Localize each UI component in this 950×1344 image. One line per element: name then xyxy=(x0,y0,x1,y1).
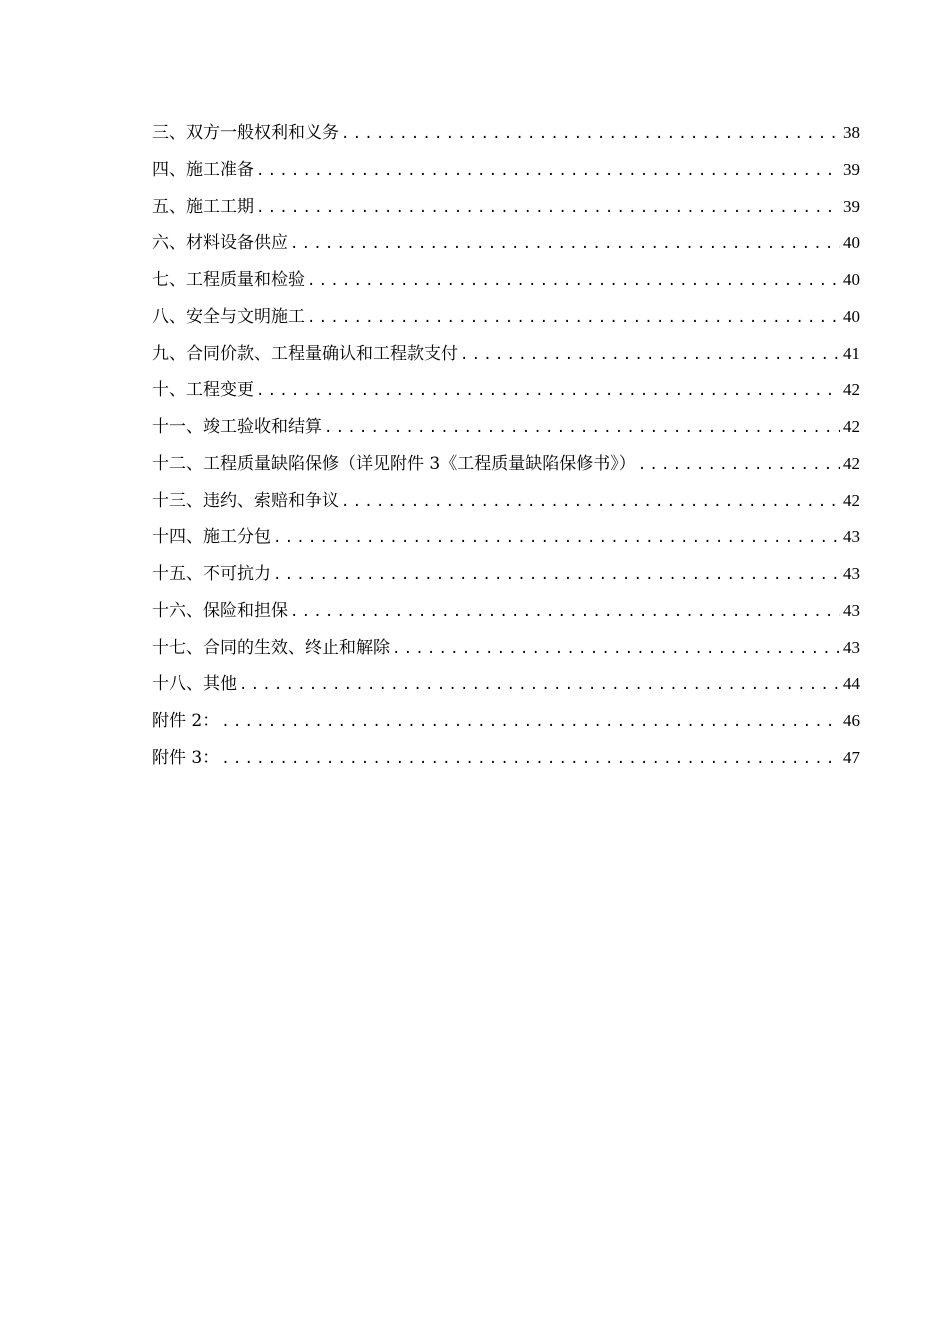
toc-entry-title: 十五、不可抗力 xyxy=(152,564,271,584)
toc-dot-leader xyxy=(256,200,840,216)
toc-entry xyxy=(152,743,860,780)
toc-entry xyxy=(152,155,860,192)
toc-dot-leader xyxy=(341,126,840,142)
toc-entry-title: 四、施工准备 xyxy=(152,159,254,180)
toc-dot-leader xyxy=(290,604,840,620)
toc-entry-page: 41 xyxy=(843,343,860,363)
toc-entry-title: 十、工程变更 xyxy=(152,380,254,401)
toc-entry-title: 六、材料设备供应 xyxy=(152,233,288,254)
toc-dot-leader xyxy=(256,163,840,179)
toc-entry-title: 附件 3： xyxy=(152,747,220,768)
toc-entry-title: 十八、其他 xyxy=(152,674,237,695)
toc-entry-page: 43 xyxy=(843,564,860,583)
toc-dot-leader xyxy=(290,236,840,252)
toc-entry xyxy=(152,669,860,706)
toc-entry xyxy=(152,339,860,376)
toc-entry-title: 十七、合同的生效、终止和解除 xyxy=(152,637,390,658)
toc-entry xyxy=(152,302,860,339)
toc-entry-page: 40 xyxy=(843,233,860,253)
toc-entry-title: 七、工程质量和检验 xyxy=(152,270,305,290)
toc-entry-page: 40 xyxy=(843,306,860,326)
toc-entry-page: 46 xyxy=(843,711,860,730)
toc-entry-page: 42 xyxy=(843,380,860,400)
toc-entry-page: 39 xyxy=(843,159,860,179)
toc-entry-title: 附件 2： xyxy=(152,711,220,731)
toc-entry-page: 43 xyxy=(843,527,860,547)
toc-entry-page: 47 xyxy=(843,747,860,767)
toc-entry-page: 40 xyxy=(843,270,860,289)
toc-dot-leader xyxy=(638,457,840,473)
toc-entry xyxy=(152,633,860,670)
toc-dot-leader xyxy=(324,420,840,436)
toc-entry xyxy=(152,522,860,559)
toc-entry-page: 44 xyxy=(843,674,860,694)
toc-entry-title: 十四、施工分包 xyxy=(152,527,271,548)
toc-dot-leader xyxy=(307,273,840,289)
toc-entry-page: 39 xyxy=(843,196,860,216)
toc-entry-title: 十一、竣工验收和结算 xyxy=(152,417,322,437)
toc-dot-leader xyxy=(341,494,840,510)
toc-entry-title: 十二、工程质量缺陷保修（详见附件 3《工程质量缺陷保修书》） xyxy=(152,453,636,474)
toc-entry-page: 42 xyxy=(843,453,860,473)
toc-entry-title: 八、安全与文明施工 xyxy=(152,306,305,327)
toc-entry-title: 五、施工工期 xyxy=(152,196,254,217)
table-of-contents xyxy=(152,118,860,780)
toc-dot-leader xyxy=(273,530,840,546)
toc-entry-page: 43 xyxy=(843,600,860,620)
toc-dot-leader xyxy=(273,567,840,583)
toc-dot-leader xyxy=(221,714,840,730)
toc-entry-page: 42 xyxy=(843,490,860,510)
toc-entry xyxy=(152,559,860,596)
toc-entry-page: 42 xyxy=(843,417,860,436)
toc-dot-leader xyxy=(392,641,840,657)
toc-dot-leader xyxy=(307,310,840,326)
toc-entry xyxy=(152,706,860,743)
toc-dot-leader xyxy=(256,383,840,399)
toc-dot-leader xyxy=(460,347,840,363)
toc-entry-title: 十六、保险和担保 xyxy=(152,600,288,621)
toc-entry xyxy=(152,228,860,265)
toc-dot-leader xyxy=(239,677,840,693)
toc-entry-title: 十三、违约、索赔和争议 xyxy=(152,490,339,511)
toc-entry-title: 九、合同价款、工程量确认和工程款支付 xyxy=(152,343,458,364)
toc-entry xyxy=(152,412,860,449)
toc-entry xyxy=(152,596,860,633)
toc-entry xyxy=(152,449,860,486)
toc-entry-page: 38 xyxy=(843,123,860,142)
toc-entry xyxy=(152,486,860,523)
toc-entry-page: 43 xyxy=(843,637,860,657)
toc-entry xyxy=(152,192,860,229)
toc-dot-leader xyxy=(221,751,840,767)
toc-entry xyxy=(152,265,860,302)
toc-entry xyxy=(152,375,860,412)
toc-entry-title: 三、双方一般权利和义务 xyxy=(152,123,339,143)
toc-entry xyxy=(152,118,860,155)
